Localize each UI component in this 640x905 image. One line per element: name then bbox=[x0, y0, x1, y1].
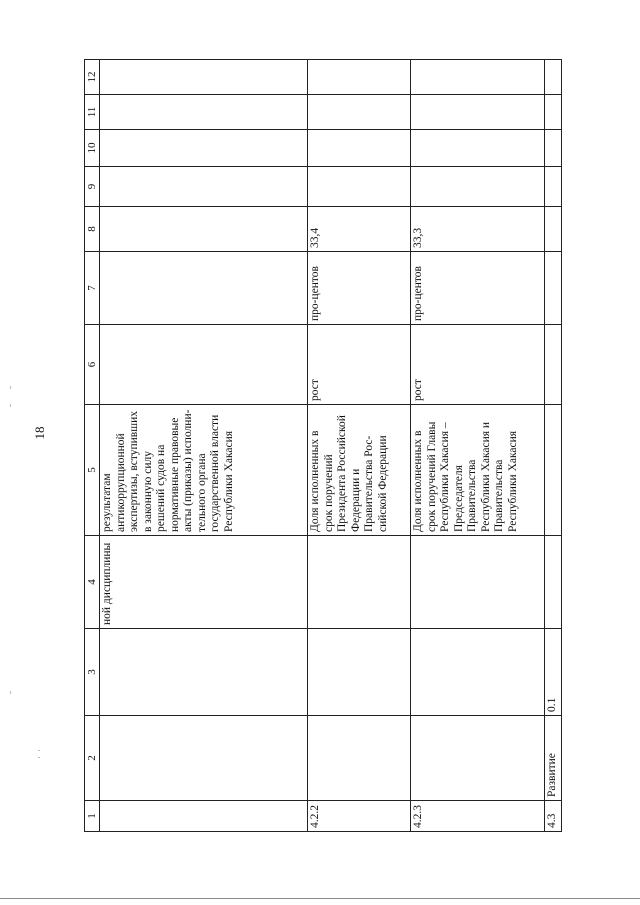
table-cell: 4.3 bbox=[545, 801, 562, 832]
table-cell bbox=[545, 536, 562, 629]
table-cell bbox=[545, 207, 562, 252]
table-cell bbox=[545, 130, 562, 167]
table-cell: 0.1 bbox=[545, 629, 562, 716]
table-cell: Развитие bbox=[545, 716, 562, 801]
table-cell bbox=[100, 629, 308, 716]
column-number-row bbox=[85, 60, 100, 832]
header-cell: 9 bbox=[85, 167, 100, 207]
table-cell bbox=[545, 95, 562, 130]
table-cell: Доля исполненных в срок поручений Главы Республики Хакасия – Председателя Правительства Республики Хакасия и Правительства Республики Хакасия bbox=[411, 405, 545, 536]
header-cell: 6 bbox=[85, 325, 100, 405]
table-cell bbox=[308, 60, 411, 95]
header-cell: 7 bbox=[85, 252, 100, 325]
table-cell: Доля исполненных в срок поручений Президента Российской Федерации и Правительства Рос-сийской Федерации bbox=[308, 405, 411, 536]
table-cell bbox=[100, 95, 308, 130]
table-cell bbox=[545, 252, 562, 325]
table-row bbox=[411, 60, 545, 832]
table-cell bbox=[308, 536, 411, 629]
table-cell bbox=[411, 536, 545, 629]
table-cell bbox=[308, 167, 411, 207]
table-cell bbox=[411, 60, 545, 95]
scan-speck bbox=[38, 750, 40, 751]
scan-edge-line bbox=[0, 898, 640, 899]
table-cell: 33,3 bbox=[411, 207, 545, 252]
table-cell: про-центов bbox=[308, 252, 411, 325]
header-cell: 10 bbox=[85, 130, 100, 167]
table-cell bbox=[308, 629, 411, 716]
table-cell: 4.2.3 bbox=[411, 801, 545, 832]
table-cell bbox=[411, 130, 545, 167]
table-cell bbox=[100, 801, 308, 832]
table-cell bbox=[545, 325, 562, 405]
table-cell: результатам антикоррупционной экспертизы, вступивших в законную силу решений судов на нормативные правовые акты (приказы) исполни-тельного органа государственной власти Республики Хакасия bbox=[100, 405, 308, 536]
header-cell: 1 bbox=[85, 801, 100, 832]
table-cell bbox=[545, 60, 562, 95]
table-cell: про-центов bbox=[411, 252, 545, 325]
table-cell bbox=[411, 167, 545, 207]
table-cell bbox=[308, 130, 411, 167]
scan-speck bbox=[10, 404, 11, 407]
table-cell bbox=[545, 405, 562, 536]
header-cell: 8 bbox=[85, 207, 100, 252]
header-cell: 3 bbox=[85, 629, 100, 716]
table-row bbox=[100, 60, 308, 832]
table-cell: ной дисциплины bbox=[100, 536, 308, 629]
table-cell bbox=[545, 167, 562, 207]
table-cell bbox=[100, 325, 308, 405]
table-cell bbox=[100, 130, 308, 167]
table-cell bbox=[308, 716, 411, 801]
scan-speck bbox=[10, 691, 11, 694]
scan-speck bbox=[10, 386, 11, 389]
header-cell: 4 bbox=[85, 536, 100, 629]
page-number: 18 bbox=[32, 426, 47, 440]
table-cell bbox=[308, 95, 411, 130]
table-row bbox=[545, 60, 562, 832]
table-cell bbox=[100, 60, 308, 95]
table-cell: 4.2.2 bbox=[308, 801, 411, 832]
table-cell bbox=[411, 95, 545, 130]
header-cell: 2 bbox=[85, 716, 100, 801]
rotated-table-container bbox=[84, 0, 558, 832]
table-cell: рост bbox=[411, 325, 545, 405]
header-cell: 12 bbox=[85, 60, 100, 95]
scan-speck bbox=[38, 757, 40, 758]
table-cell bbox=[100, 716, 308, 801]
table-cell bbox=[411, 716, 545, 801]
table-cell bbox=[100, 252, 308, 325]
table-cell bbox=[100, 207, 308, 252]
table-cell bbox=[411, 629, 545, 716]
table-cell: рост bbox=[308, 325, 411, 405]
header-cell: 5 bbox=[85, 405, 100, 536]
header-cell: 11 bbox=[85, 95, 100, 130]
indicators-table bbox=[84, 59, 562, 832]
table-cell: 33,4 bbox=[308, 207, 411, 252]
table-cell bbox=[100, 167, 308, 207]
table-row bbox=[308, 60, 411, 832]
